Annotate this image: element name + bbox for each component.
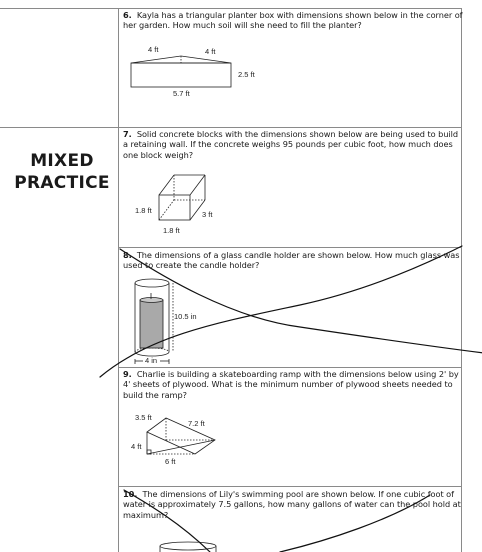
- label-height: 2.5 ft: [238, 70, 255, 79]
- label-height: 1.8 ft: [135, 206, 152, 215]
- label-length: 6 ft: [165, 457, 176, 466]
- section-title-line2: PRACTICE: [14, 173, 110, 193]
- question-number: 7.: [123, 129, 132, 139]
- handwritten-cross-out: [100, 246, 482, 552]
- label-side-a: 4 ft: [148, 45, 159, 54]
- ramp-figure: [147, 418, 215, 454]
- label-height: 10.5 in: [174, 312, 197, 321]
- label-height: 4 ft: [131, 442, 142, 451]
- label-depth: 3.5 ft: [135, 413, 152, 422]
- rectangular-prism-figure: [159, 175, 205, 220]
- triangular-prism-figure: [131, 56, 231, 87]
- question-text: Kayla has a triangular planter box with dimensions shown below in the corner of her garden. How much soil will she need to fill the planter?: [123, 10, 463, 31]
- question-text: The dimensions of a glass candle holder are shown below. How much glass was used to create the candle holder?: [123, 250, 460, 271]
- label-slant: 7.2 ft: [188, 419, 205, 428]
- question-text: Solid concrete blocks with the dimensions shown below are being used to build a retaining wall. If the concrete weighs 95 pounds per cubic foot, how much does one block weigh?: [123, 129, 459, 160]
- label-base: 5.7 ft: [173, 89, 190, 98]
- label-side-b: 4 ft: [205, 47, 216, 56]
- label-depth: 3 ft: [202, 210, 213, 219]
- question-text: Charlie is building a skateboarding ramp with the dimensions below using 2' by 4' sheets of plywood. What is the minimum number of plywood sheets needed to build the ramp?: [123, 369, 459, 400]
- question-text: The dimensions of Lily's swimming pool are shown below. If one cubic foot of water is approximately 7.5 gallons, how many gallons of water can the pool hold at maximum?: [123, 489, 461, 520]
- question-number: 10.: [123, 489, 138, 499]
- label-diameter: 4 in: [145, 356, 158, 365]
- section-title-line1: MIXED: [30, 151, 94, 171]
- label-width: 1.8 ft: [163, 226, 180, 235]
- question-number: 6.: [123, 10, 132, 20]
- question-number: 9.: [123, 369, 132, 379]
- question-number: 8.: [123, 250, 132, 260]
